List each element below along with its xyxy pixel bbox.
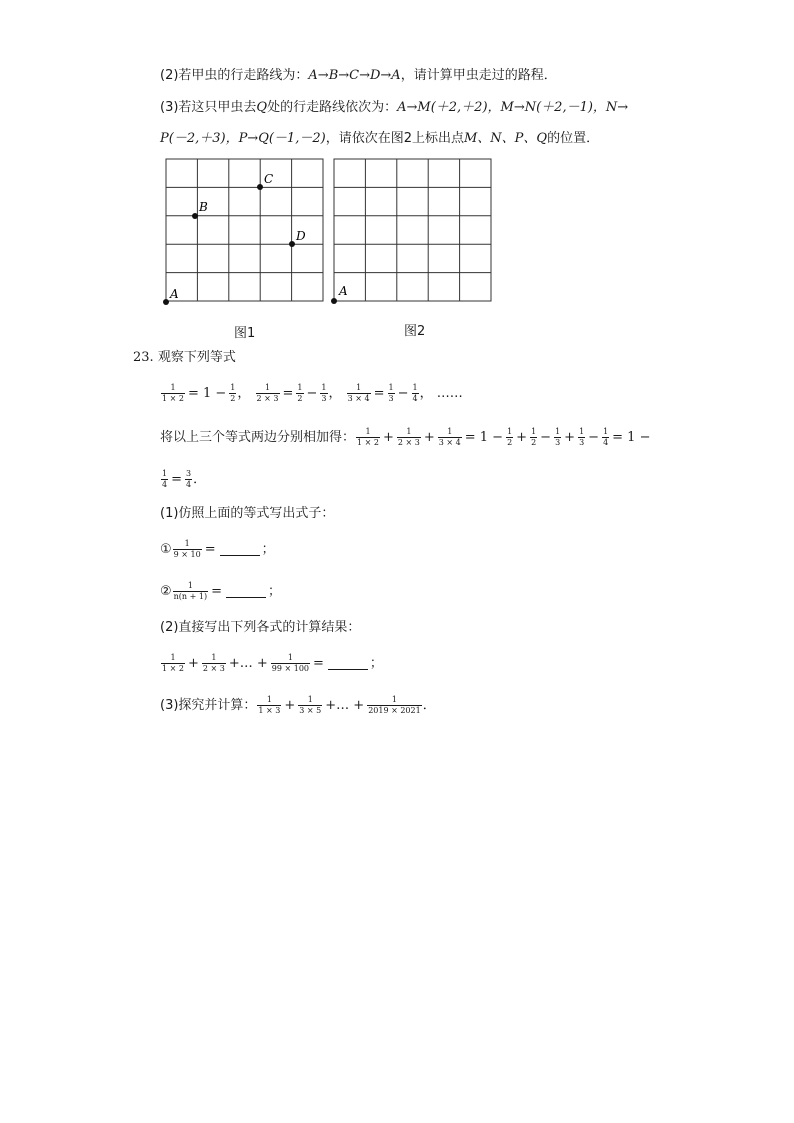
sep: ， bbox=[237, 386, 251, 401]
frac-den: 3 × 5 bbox=[299, 706, 322, 715]
op: − bbox=[397, 386, 409, 401]
q23-header bbox=[133, 348, 236, 368]
fraction bbox=[229, 383, 236, 404]
frac-num: 1 bbox=[412, 383, 418, 392]
op: + bbox=[284, 698, 296, 713]
label-a-fig2: A bbox=[339, 284, 348, 298]
frac-den: 99 × 100 bbox=[271, 664, 310, 673]
frac-den: 4 bbox=[603, 438, 609, 447]
frac-num: 1 bbox=[307, 695, 313, 704]
op: +… + bbox=[325, 698, 365, 713]
item-mark: ② bbox=[160, 584, 172, 599]
q22-part2-tail: ，请计算甲虫走过的路程． bbox=[400, 68, 557, 83]
fraction bbox=[173, 581, 208, 602]
q22-part2-text: (2)若甲虫的行走路线为： bbox=[160, 68, 309, 83]
q22-part3-tail-b: 的位置． bbox=[547, 131, 600, 146]
frac-den: 2019 × 2021 bbox=[368, 706, 421, 715]
op: + bbox=[564, 430, 576, 445]
answer-blank[interactable] bbox=[220, 543, 260, 556]
frac-den: 2 bbox=[531, 438, 537, 447]
q23-sum-line1 bbox=[160, 424, 652, 452]
fraction bbox=[298, 695, 322, 716]
frac-num: 1 bbox=[507, 427, 513, 436]
figure-1-grid bbox=[158, 152, 330, 312]
q23-part1-item1 bbox=[160, 536, 275, 564]
q22-part3-line1 bbox=[160, 98, 628, 118]
op: = 1 − bbox=[464, 430, 504, 445]
sep: ， bbox=[328, 386, 342, 401]
point-a-dot bbox=[163, 299, 169, 305]
frac-den: 3 bbox=[555, 438, 561, 447]
q23-part2-label: (2)直接写出下列各式的计算结果： bbox=[160, 620, 361, 635]
frac-num: 1 bbox=[579, 427, 585, 436]
frac-num: 1 bbox=[555, 427, 561, 436]
fraction bbox=[320, 383, 327, 404]
q23-part3 bbox=[160, 692, 436, 720]
q22-part3-tail-a: ，请依次在图2上标出点 bbox=[325, 131, 464, 146]
fraction bbox=[356, 427, 380, 448]
op: = 1 − bbox=[612, 430, 651, 445]
fraction bbox=[271, 653, 310, 674]
op: = 1 − bbox=[187, 386, 227, 401]
semicolon: ； bbox=[369, 656, 383, 671]
fraction bbox=[388, 383, 395, 404]
frac-den: 3 bbox=[321, 394, 327, 403]
q22-part3-q: Q bbox=[256, 100, 268, 115]
frac-den: 3 bbox=[579, 438, 585, 447]
point-c-dot bbox=[257, 184, 263, 190]
op: + bbox=[187, 656, 199, 671]
frac-num: 1 bbox=[388, 383, 394, 392]
fraction bbox=[202, 653, 226, 674]
q23-part2-expr bbox=[160, 650, 383, 678]
label-b: B bbox=[199, 200, 208, 214]
frac-den: 2 bbox=[230, 394, 236, 403]
frac-den: 4 bbox=[162, 480, 168, 489]
label-d: D bbox=[296, 229, 306, 243]
ellipsis: …… bbox=[436, 386, 463, 401]
frac-den: 2 × 3 bbox=[256, 394, 279, 403]
fraction bbox=[412, 383, 419, 404]
op: = bbox=[282, 386, 294, 401]
op: + bbox=[382, 430, 394, 445]
q22-part3-tail-points: M、N、P、Q bbox=[463, 131, 548, 146]
q23-part1-label: (1)仿照上面的等式写出式子： bbox=[160, 506, 335, 521]
q22-part3-line2 bbox=[160, 129, 599, 149]
q23-equations bbox=[160, 380, 463, 408]
op: +… + bbox=[228, 656, 268, 671]
fraction bbox=[161, 653, 185, 674]
q23-part3-label: (3)探究并计算： bbox=[160, 698, 257, 713]
label-a-fig1: A bbox=[170, 287, 179, 301]
fraction bbox=[554, 427, 561, 448]
semicolon: ； bbox=[261, 542, 275, 557]
frac-num: 1 bbox=[321, 383, 327, 392]
q22-part3-route2: P(－2,＋3)，P→Q(－1,－2) bbox=[160, 131, 326, 146]
q23-part1-item2 bbox=[160, 578, 281, 606]
answer-blank[interactable] bbox=[328, 657, 368, 670]
fraction bbox=[161, 383, 185, 404]
frac-den: 3 × 4 bbox=[347, 394, 370, 403]
frac-num: 1 bbox=[406, 427, 412, 436]
item-mark: ① bbox=[160, 542, 172, 557]
q23-sum-line2 bbox=[160, 466, 206, 494]
frac-num: 1 bbox=[391, 695, 397, 704]
fraction bbox=[347, 383, 371, 404]
q22-part3-route1: A→M(＋2,＋2)，M→N(＋2,－1)，N→ bbox=[397, 100, 629, 115]
fraction bbox=[506, 427, 513, 448]
frac-den: 2 bbox=[507, 438, 513, 447]
answer-blank[interactable] bbox=[226, 585, 266, 598]
figure-1-caption: 图1 bbox=[234, 326, 256, 341]
semicolon: ； bbox=[268, 584, 282, 599]
frac-den: 2 bbox=[297, 394, 303, 403]
op: = bbox=[204, 542, 216, 557]
frac-den: 1 × 3 bbox=[258, 706, 281, 715]
op: + bbox=[516, 430, 528, 445]
op: + bbox=[423, 430, 435, 445]
q22-part2-route: A→B→C→D→A bbox=[308, 68, 401, 83]
fraction bbox=[530, 427, 537, 448]
q22-part3-text: (3)若这只甲虫去 bbox=[160, 100, 257, 115]
q22-part3-mid: 处的行走路线依次为： bbox=[267, 100, 398, 115]
frac-den: 1 × 2 bbox=[357, 438, 379, 447]
op: − bbox=[540, 430, 552, 445]
fraction bbox=[173, 539, 202, 560]
frac-den: 1 × 2 bbox=[162, 394, 184, 403]
q23-number: 23. bbox=[133, 350, 154, 365]
op: = bbox=[211, 584, 222, 599]
frac-num: 1 bbox=[264, 383, 271, 392]
frac-den: n(n + 1) bbox=[173, 592, 208, 601]
frac-den: 2 × 3 bbox=[397, 438, 420, 447]
frac-den: 3 bbox=[388, 394, 394, 403]
frac-num: 1 bbox=[356, 383, 362, 392]
frac-den: 1 × 2 bbox=[162, 664, 184, 673]
point-d-dot bbox=[289, 241, 295, 247]
fraction bbox=[397, 427, 421, 448]
op: = bbox=[171, 472, 182, 487]
fraction bbox=[367, 695, 422, 716]
frac-num: 1 bbox=[297, 383, 303, 392]
op: − bbox=[306, 386, 318, 401]
frac-num: 1 bbox=[365, 427, 371, 436]
frac-num: 1 bbox=[603, 427, 609, 436]
point-a-dot-fig2 bbox=[331, 298, 337, 304]
frac-num: 1 bbox=[287, 653, 293, 662]
frac-num: 1 bbox=[187, 581, 193, 590]
frac-den: 9 × 10 bbox=[173, 550, 201, 559]
frac-num: 1 bbox=[211, 653, 217, 662]
point-b-dot bbox=[192, 213, 198, 219]
q23-title: 观察下列等式 bbox=[157, 350, 236, 365]
sep: ， bbox=[419, 386, 433, 401]
op: − bbox=[588, 430, 600, 445]
fraction bbox=[438, 427, 462, 448]
figure-2-caption: 图2 bbox=[404, 324, 426, 339]
op: = bbox=[313, 656, 324, 671]
frac-den: 4 bbox=[186, 480, 192, 489]
frac-num: 1 bbox=[266, 695, 272, 704]
label-c: C bbox=[264, 172, 274, 186]
frac-num: 1 bbox=[230, 383, 236, 392]
op: = bbox=[373, 386, 385, 401]
fraction bbox=[185, 469, 192, 490]
fraction bbox=[257, 695, 281, 716]
final-dot: ． bbox=[193, 472, 207, 487]
figure-2-grid bbox=[326, 152, 496, 312]
frac-num: 3 bbox=[186, 469, 192, 478]
frac-num: 1 bbox=[162, 469, 168, 478]
frac-num: 1 bbox=[170, 653, 176, 662]
fraction bbox=[296, 383, 303, 404]
fraction bbox=[602, 427, 609, 448]
frac-num: 1 bbox=[184, 539, 190, 548]
end-dot: ． bbox=[422, 698, 436, 713]
q22-part2 bbox=[160, 66, 557, 86]
frac-den: 2 × 3 bbox=[202, 664, 225, 673]
frac-den: 4 bbox=[412, 394, 418, 403]
fraction bbox=[578, 427, 585, 448]
fraction bbox=[161, 469, 168, 490]
frac-num: 1 bbox=[170, 383, 176, 392]
frac-num: 1 bbox=[447, 427, 453, 436]
fraction bbox=[256, 383, 280, 404]
frac-den: 3 × 4 bbox=[438, 438, 461, 447]
q23-sum-intro: 将以上三个等式两边分别相加得： bbox=[160, 430, 356, 445]
frac-num: 1 bbox=[531, 427, 537, 436]
